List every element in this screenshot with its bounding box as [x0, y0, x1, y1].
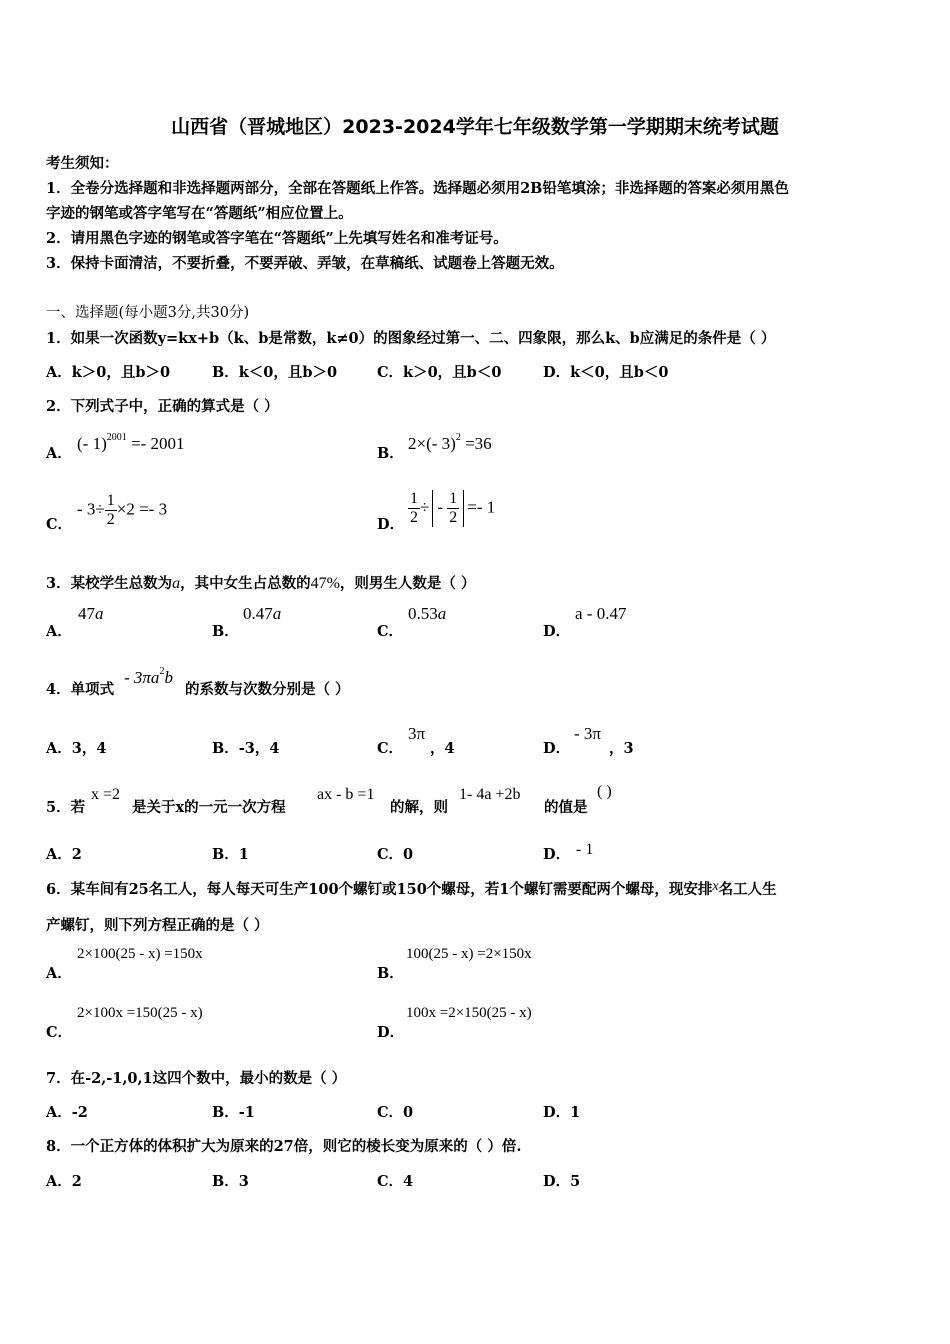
q4-option-c-value: 3π	[408, 724, 426, 743]
q2-c-lhs: - 3÷	[77, 499, 105, 519]
q2-label-b: B．	[377, 445, 404, 462]
q6-option-d: 100x =2×150(25 - x)	[406, 1005, 532, 1021]
q5-eq1: x =2	[91, 786, 121, 803]
q5-label-d: D．	[543, 846, 571, 863]
q8-option-d: D．5	[543, 1173, 581, 1190]
q1-option-c: C．k＞0，且b＜0	[377, 364, 502, 381]
fraction: $\frac{1}{2}$	[106, 492, 115, 528]
fraction: $\frac{1}{2}$	[449, 490, 458, 526]
q3-option-c: 0.53a	[408, 604, 447, 623]
q5-answer-paren: ( )	[597, 783, 612, 800]
q2-option-c-expr	[77, 492, 167, 529]
q3-label-a: A．	[46, 623, 72, 640]
q6-label-d: D．	[377, 1024, 405, 1041]
q5-option-b: B．1	[212, 846, 249, 863]
q2-d-rhs: =- 1	[467, 497, 496, 517]
q8-option-c: C．4	[377, 1173, 414, 1190]
fraction: $\frac{1}{2}$	[410, 490, 418, 526]
question-8-stem: 8．一个正方体的体积扩大为原来的27倍，则它的棱长变为原来的（ ）倍.	[46, 1138, 522, 1155]
q6-option-a: 2×100(25 - x) =150x	[77, 946, 203, 962]
q2-option-a-expr	[77, 432, 184, 454]
q2-option-d-expr	[408, 490, 495, 527]
q5-text-mid2: 的解，则	[390, 799, 448, 816]
notice-item: 3．保持卡面清洁，不要折叠，不要弄破、弄皱，在草稿纸、试题卷上答题无效。	[46, 255, 564, 272]
question-6-stem-line1: 6．某车间有25名工人，每人每天可生产100个螺钉或150个螺母，若1个螺钉需要配两个螺母，现安排x名工人生	[46, 879, 777, 898]
question-4-stem-pre: 4．单项式	[46, 681, 115, 698]
q6-label-c: C．	[46, 1024, 73, 1041]
q3-pct: 47%	[310, 575, 340, 592]
question-7-stem: 7．在-2,-1,0,1这四个数中，最小的数是（ ）	[46, 1070, 347, 1087]
q7-option-c: C．0	[377, 1104, 414, 1121]
notice-item: 字迹的钢笔或答字笔写在“答题纸”相应位置上。	[46, 205, 353, 222]
q2-c-rhs: ×2 =- 3	[116, 499, 168, 519]
q5-eq3: 1- 4a +2b	[459, 786, 521, 803]
q2-option-b-expr	[408, 432, 492, 454]
question-2-stem: 2．下列式子中，正确的算式是（ ）	[46, 398, 279, 415]
q6-label-a: A．	[46, 965, 72, 982]
q2-b-rhs: =36	[465, 434, 492, 453]
question-4-stem-post: 的系数与次数分别是（ ）	[185, 681, 350, 698]
q2-a-rhs: =- 2001	[130, 434, 185, 453]
q4-option-c-tail: ，4	[430, 740, 455, 757]
q6-option-c: 2×100x =150(25 - x)	[77, 1005, 203, 1021]
q4-expression: - $3\pi a^2b$	[124, 666, 173, 687]
q2-a-base: (- 1)	[77, 434, 107, 453]
q5-text-mid1: 是关于x的一元一次方程	[132, 799, 286, 816]
q5-option-a: A．2	[46, 846, 82, 863]
q7-option-d: D．1	[543, 1104, 581, 1121]
q1-option-b: B．k＜0，且b＞0	[212, 364, 338, 381]
q1-option-d: D．k＜0，且b＜0	[543, 364, 669, 381]
q3-label-b: B．	[212, 623, 239, 640]
absolute-value: - $\frac{1}{2}$	[432, 490, 464, 527]
q2-label-c: C．	[46, 516, 73, 533]
q2-b-lhs: 2×(- 3)	[408, 434, 456, 453]
q3-var: a	[172, 575, 181, 592]
q2-b-exp: 2	[455, 432, 461, 443]
question-1-stem: 1．如果一次函数y=kx+b（k、b是常数，k≠0）的图象经过第一、二、四象限，那么k、b应满足的条件是（ ）	[46, 330, 776, 347]
q3-option-b: 0.47a	[243, 604, 282, 623]
q8-option-a: A．2	[46, 1173, 82, 1190]
q4-label-c: C．	[377, 740, 404, 757]
notice-item: 2．请用黑色字迹的钢笔或答字笔在“答题纸”上先填写姓名和准考证号。	[46, 230, 508, 247]
q2-a-exp: 2001	[106, 432, 127, 443]
q3-option-d: a - 0.47	[575, 604, 627, 623]
q2-d-div: ÷	[420, 497, 430, 517]
q4-option-d-tail: ，3	[609, 740, 634, 757]
q5-option-c: C．0	[377, 846, 414, 863]
q2-label-d: D．	[377, 516, 405, 533]
q4-label-d: D．	[543, 740, 571, 757]
q3-label-d: D．	[543, 623, 571, 640]
q8-option-b: B．3	[212, 1173, 249, 1190]
section-heading: 一、选择题(每小题3分,共30分)	[46, 305, 250, 321]
q5-eq2: ax - b =1	[317, 786, 375, 803]
q6-option-b: 100(25 - x) =2×150x	[406, 946, 532, 962]
q4-option-d-value: - 3π	[574, 724, 601, 743]
q5-option-d-value: - 1	[576, 841, 594, 858]
q7-option-b: B．-1	[212, 1104, 255, 1121]
q2-label-a: A．	[46, 445, 72, 462]
q4-option-b: B．-3，4	[212, 740, 280, 757]
q5-text-pre: 5．若	[46, 799, 86, 816]
q6-label-b: B．	[377, 965, 404, 982]
question-6-stem-line2: 产螺钉，则下列方程正确的是（ ）	[46, 917, 269, 934]
q4-option-a: A．3，4	[46, 740, 107, 757]
question-3-stem: 3．某校学生总数为a，其中女生占总数的47%，则男生人数是（ ）	[46, 575, 476, 592]
q3-label-c: C．	[377, 623, 404, 640]
q5-text-post: 的值是	[544, 799, 588, 816]
notice-item: 1．全卷分选择题和非选择题两部分，全部在答题纸上作答。选择题必须用2B铅笔填涂；非选择题的答案必须用黑色	[46, 180, 789, 197]
notice-heading: 考生须知：	[46, 155, 119, 172]
q1-option-a: A．k＞0，且b＞0	[46, 364, 171, 381]
q7-option-a: A．-2	[46, 1104, 88, 1121]
page-title: 山西省（晋城地区）2023-2024学年七年级数学第一学期期末统考试题	[171, 116, 779, 138]
q3-option-a: 47a	[78, 604, 104, 623]
